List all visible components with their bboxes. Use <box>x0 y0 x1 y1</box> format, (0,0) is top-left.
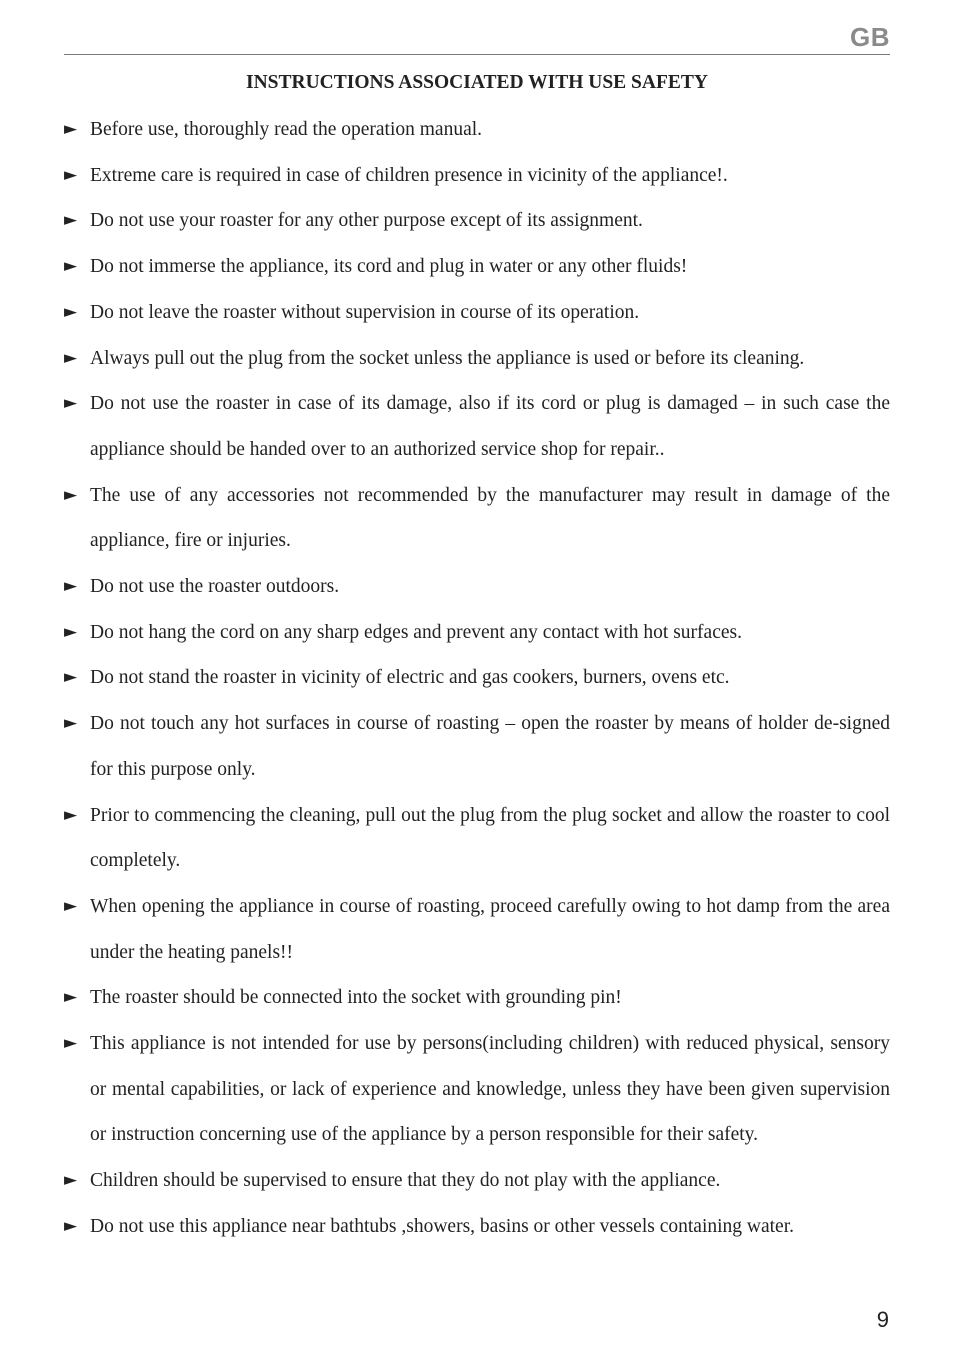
bullet-arrow-icon: ► <box>64 119 78 139</box>
list-item-text: Always pull out the plug from the socket unless the appliance is used or before its cleaning. <box>90 347 805 369</box>
list-item-text: The roaster should be connected into the socket with grounding pin! <box>90 987 622 1009</box>
bullet-arrow-icon: ► <box>64 667 78 688</box>
list-item <box>64 244 890 290</box>
list-item-text: Do not leave the roaster without supervision in course of its operation. <box>90 301 640 323</box>
header-divider <box>64 54 890 55</box>
list-item <box>64 564 890 610</box>
language-code: GB <box>850 22 890 52</box>
list-item-text: Do not immerse the appliance, its cord and plug in water or any other fluids! <box>90 256 688 278</box>
list-item-text: Do not touch any hot surfaces in course of roasting – open the roaster by means of holder de-signed for this purpose only. <box>90 713 890 780</box>
list-item <box>64 1204 890 1250</box>
list-item-text: This appliance is not intended for use by persons(including children) with reduced physical, sensory or mental capabilities, or lack of experience and knowledge, unless they have been given supervision or instruction concerning use of the appliance by a person responsible for their safety. <box>90 1033 890 1146</box>
list-item <box>64 198 890 244</box>
section-title: INSTRUCTIONS ASSOCIATED WITH USE SAFETY <box>245 72 708 93</box>
list-item-text: Do not use this appliance near bathtubs ,showers, basins or other vessels containing water. <box>90 1215 795 1237</box>
list-item-text: Extreme care is required in case of children presence in vicinity of the appliance!. <box>90 164 728 186</box>
bullet-arrow-icon: ► <box>64 210 78 231</box>
bullet-arrow-icon: ► <box>64 484 78 505</box>
list-item <box>64 610 890 656</box>
list-item-text: Children should be supervised to ensure that they do not play with the appliance. <box>90 1170 721 1192</box>
list-item <box>64 1158 890 1204</box>
list-item <box>64 153 890 199</box>
list-item-text: Do not hang the cord on any sharp edges and prevent any contact with hot surfaces. <box>90 621 742 643</box>
bullet-arrow-icon: ► <box>64 1170 78 1191</box>
list-item <box>64 107 890 153</box>
list-item-text: When opening the appliance in course of roasting, proceed carefully owing to hot damp from the area under the heating panels!! <box>90 895 890 963</box>
bullet-arrow-icon: ► <box>64 164 78 185</box>
list-item-text: The use of any accessories not recommended by the manufacturer may result in damage of the appliance, fire or injuries. <box>90 484 890 552</box>
bullet-arrow-icon: ► <box>64 393 78 414</box>
bullet-arrow-icon: ► <box>64 895 78 916</box>
bullet-arrow-icon: ► <box>64 301 78 322</box>
list-item-text: Do not stand the roaster in vicinity of electric and gas cookers, burners, ovens etc. <box>90 667 730 689</box>
bullet-arrow-icon: ► <box>64 347 78 368</box>
list-item <box>64 655 890 701</box>
list-item <box>64 381 890 472</box>
list-item-text: Do not use your roaster for any other purpose except of its assignment. <box>90 210 643 232</box>
list-item <box>64 884 890 975</box>
list-item <box>64 473 890 564</box>
list-item-text: Do not use the roaster outdoors. <box>90 576 340 598</box>
bullet-arrow-icon: ► <box>64 987 78 1008</box>
list-item-text: Prior to commencing the cleaning, pull out the plug from the plug socket and allow the roaster to cool completely. <box>90 804 890 872</box>
bullet-arrow-icon: ► <box>64 621 78 642</box>
list-item <box>64 701 890 792</box>
bullet-arrow-icon: ► <box>64 804 78 825</box>
list-item <box>64 793 890 884</box>
bullet-arrow-icon: ► <box>64 256 78 277</box>
bullet-arrow-icon: ► <box>64 1215 78 1236</box>
safety-instructions-list <box>64 107 890 1250</box>
page-number: 9 <box>876 1307 889 1332</box>
list-item <box>64 290 890 336</box>
bullet-arrow-icon: ► <box>64 576 78 597</box>
bullet-arrow-icon: ► <box>64 713 78 734</box>
list-item-text: Before use, thoroughly read the operation manual. <box>90 119 483 140</box>
list-item <box>64 1021 890 1158</box>
bullet-arrow-icon: ► <box>64 1033 78 1054</box>
list-item <box>64 975 890 1021</box>
list-item <box>64 336 890 382</box>
list-item-text: Do not use the roaster in case of its damage, also if its cord or plug is damaged – in such case the appliance should be handed over to an authorized service shop for repair.. <box>90 393 890 460</box>
